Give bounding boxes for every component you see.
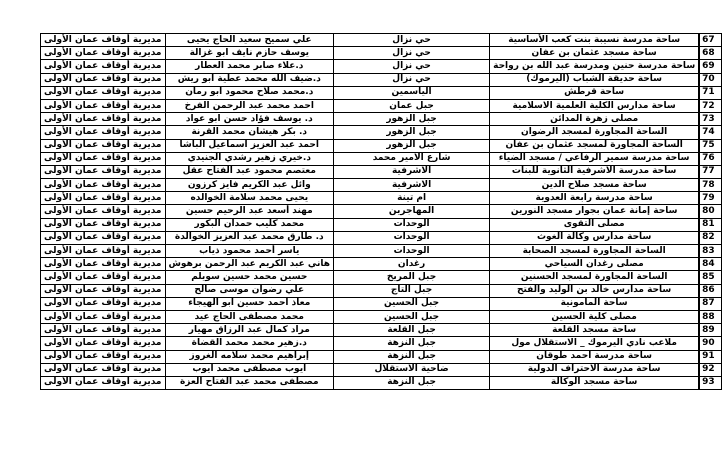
table-row (41, 297, 722, 310)
row-number-cell: 74 (699, 126, 721, 139)
directorate-cell: مديرية أوقاف عمان الأولى (41, 337, 166, 350)
row-number-cell: 72 (699, 99, 721, 112)
table-row (41, 376, 722, 389)
directorate-cell: مديرية أوقاف عمان الأولى (41, 139, 166, 152)
directorate-cell: مديرية أوقاف عمان الأولى (41, 126, 166, 139)
directorate-cell: مديرية أوقاف عمان الأولى (41, 99, 166, 112)
imam-name-cell: معاذ احمد حسين ابو الهيجاء (165, 297, 334, 310)
row-number-cell: 76 (699, 152, 721, 165)
imam-name-cell: علي سميح سعيد الحاج يحيى (165, 34, 334, 47)
site-cell: ساحة مسجد القلعة (490, 324, 700, 337)
directorate-cell: مديرية أوقاف عمان الأولى (41, 324, 166, 337)
site-cell: ساحة مدرسة نسيبة بنت كعب الأساسية (490, 34, 700, 47)
table-row (41, 192, 722, 205)
table-row (41, 152, 722, 165)
directorate-cell: مديرية أوقاف عمان الأولى (41, 350, 166, 363)
row-number-cell: 69 (699, 60, 721, 73)
directorate-cell: مديرية أوقاف عمان الأولى (41, 376, 166, 389)
area-cell: ام تينة (334, 192, 490, 205)
imam-name-cell: وائل عبد الكريم فايز كرزون (165, 179, 334, 192)
table-row (41, 271, 722, 284)
area-cell: جبل الزهور (334, 139, 490, 152)
imam-name-cell: يحيى محمد سلامة الخوالده (165, 192, 334, 205)
row-number-cell: 79 (699, 192, 721, 205)
table-row (41, 324, 722, 337)
table-row (41, 231, 722, 244)
table-row (41, 310, 722, 323)
site-cell: ساحة مدرسة الاشرفية الثانوية للبنات (490, 165, 700, 178)
site-cell: ساحة مدرسة الاحتراف الدولية (490, 363, 700, 376)
area-cell: جبل النزهة (334, 337, 490, 350)
area-cell: الوحدات (334, 231, 490, 244)
table-row (41, 47, 722, 60)
table-row (41, 126, 722, 139)
area-cell: حي نزال (334, 47, 490, 60)
table-row (41, 165, 722, 178)
site-cell: مصلى زهرة المدائن (490, 113, 700, 126)
row-number-cell: 71 (699, 86, 721, 99)
row-number-cell: 75 (699, 139, 721, 152)
area-cell: الاشرفية (334, 165, 490, 178)
row-number-cell: 87 (699, 297, 721, 310)
site-cell: الساحة المجاورة لمسجد الصحابة (490, 245, 700, 258)
imam-name-cell: محمد كليب حمدان البكور (165, 218, 334, 231)
directorate-cell: مديرية أوقاف عمان الأولى (41, 284, 166, 297)
imam-name-cell: احمد محمد عبد الرحمن الفرخ (165, 99, 334, 112)
imam-name-cell: هاني عبد الكريم عبد الرحمن برهوش (165, 258, 334, 271)
site-cell: ساحة مدارس خالد بن الوليد والفتح (490, 284, 700, 297)
directorate-cell: مديرية أوقاف عمان الأولى (41, 73, 166, 86)
directorate-cell: مديرية أوقاف عمان الأولى (41, 271, 166, 284)
imam-name-cell: معتصم محمود عبد الفتاح عقل (165, 165, 334, 178)
row-number-cell: 88 (699, 310, 721, 323)
site-cell: ساحة مدرسة حنين ومدرسة عبد الله بن رواحة (490, 60, 700, 73)
area-cell: جبل الحسين (334, 297, 490, 310)
table-row (41, 245, 722, 258)
imam-name-cell: د.زهير محمد محمد القضاة (165, 337, 334, 350)
table-row (41, 34, 722, 47)
imam-name-cell: د.ضيف الله محمد عطية ابو ريش (165, 73, 334, 86)
directorate-cell: مديرية أوقاف عمان الأولى (41, 60, 166, 73)
imam-name-cell: مصطفى محمد عبد الفتاح العزة (165, 376, 334, 389)
imam-name-cell: علي رضوان موسى صالح (165, 284, 334, 297)
area-cell: جبل النزهة (334, 376, 490, 389)
site-cell: الساحة المجاورة لمسجد عثمان بن عفان (490, 139, 700, 152)
row-number-cell: 82 (699, 231, 721, 244)
imam-name-cell: مراد كمال عبد الرزاق مهيار (165, 324, 334, 337)
site-cell: الساحة المجاورة لمسجد الحسنين (490, 271, 700, 284)
site-cell: ساحة إمانة عمان بجوار مسجد النورين (490, 205, 700, 218)
directorate-cell: مديرية أوقاف عمان الأولى (41, 218, 166, 231)
table-row (41, 86, 722, 99)
row-number-cell: 85 (699, 271, 721, 284)
table-row (41, 73, 722, 86)
directorate-cell: مديرية أوقاف عمان الأولى (41, 113, 166, 126)
site-cell: الساحة المجاورة لمسجد الرضوان (490, 126, 700, 139)
area-cell: الياسمين (334, 86, 490, 99)
site-cell: ساحة مسجد عثمان بن عفان (490, 47, 700, 60)
document-sheet (40, 33, 722, 390)
row-number-cell: 90 (699, 337, 721, 350)
site-cell: مصلى التقوى (490, 218, 700, 231)
directorate-cell: مديرية أوقاف عمان الأولى (41, 34, 166, 47)
row-number-cell: 80 (699, 205, 721, 218)
imam-name-cell: يوسف حازم نايف ابو غزالة (165, 47, 334, 60)
row-number-cell: 81 (699, 218, 721, 231)
row-number-cell: 92 (699, 363, 721, 376)
imam-name-cell: ياسر أحمد محمود ذياب (165, 245, 334, 258)
site-cell: ساحة مدارس الكلية العلمية الاسلامية (490, 99, 700, 112)
imam-name-cell: د. بكر هيشان محمد القرنة (165, 126, 334, 139)
directorate-cell: مديرية أوقاف عمان الأولى (41, 297, 166, 310)
site-cell: ساحة مدرسة سمير الرفاعي / مسجد الضياء (490, 152, 700, 165)
area-cell: جبل عمان (334, 99, 490, 112)
directorate-cell: مديرية أوقاف عمان الأولى (41, 231, 166, 244)
site-cell: ساحة مدرسة رابعة العدوية (490, 192, 700, 205)
imam-name-cell: د.خيري زهير رشدي الجنيدي (165, 152, 334, 165)
imam-name-cell: إبراهيم محمد سلامه الغروز (165, 350, 334, 363)
site-cell: ساحة مدرسة احمد طوقان (490, 350, 700, 363)
site-cell: ساحة مسجد الوكالة (490, 376, 700, 389)
table-row (41, 205, 722, 218)
imam-name-cell: د.محمد صلاح محمود ابو رمان (165, 86, 334, 99)
table-row (41, 284, 722, 297)
site-cell: مصلى رغدان السياحي (490, 258, 700, 271)
directorate-cell: مديرية أوقاف عمان الأولى (41, 245, 166, 258)
area-cell: رغدان (334, 258, 490, 271)
row-number-cell: 67 (699, 34, 721, 47)
row-number-cell: 77 (699, 165, 721, 178)
row-number-cell: 70 (699, 73, 721, 86)
table-row (41, 337, 722, 350)
row-number-cell: 84 (699, 258, 721, 271)
site-cell: ساحة المامونية (490, 297, 700, 310)
table-row (41, 60, 722, 73)
directorate-cell: مديرية أوقاف عمان الأولى (41, 310, 166, 323)
row-number-cell: 68 (699, 47, 721, 60)
directorate-cell: مديرية أوقاف عمان الأولى (41, 86, 166, 99)
imam-name-cell: احمد عبد العزيز اسماعيل الباشا (165, 139, 334, 152)
area-cell: جبل الزهور (334, 113, 490, 126)
site-cell: ساحة قرطش (490, 86, 700, 99)
site-cell: ساحة مدارس وكالة الغوث (490, 231, 700, 244)
table-row (41, 139, 722, 152)
site-cell: ملاعب نادي اليرموك _ الاستقلال مول (490, 337, 700, 350)
imam-name-cell: محمد مصطفى الحاج عيد (165, 310, 334, 323)
row-number-cell: 73 (699, 113, 721, 126)
row-number-cell: 89 (699, 324, 721, 337)
directorate-cell: مديرية أوقاف عمان الأولى (41, 179, 166, 192)
area-cell: الوحدات (334, 218, 490, 231)
imam-name-cell: حسين محمد حسين سويلم (165, 271, 334, 284)
table-row (41, 258, 722, 271)
prayer-sites-table (40, 33, 722, 390)
area-cell: حي نزال (334, 60, 490, 73)
area-cell: شارع الامير محمد (334, 152, 490, 165)
directorate-cell: مديرية أوقاف عمان الأولى (41, 258, 166, 271)
row-number-cell: 83 (699, 245, 721, 258)
area-cell: الوحدات (334, 245, 490, 258)
site-cell: ساحة مسجد صلاح الدين (490, 179, 700, 192)
area-cell: ضاحية الاستقلال (334, 363, 490, 376)
imam-name-cell: د. يوسف فؤاد حسن ابو عواد (165, 113, 334, 126)
row-number-cell: 93 (699, 376, 721, 389)
imam-name-cell: د.علاء صابر محمد العطار (165, 60, 334, 73)
table-row (41, 113, 722, 126)
table-body (41, 34, 722, 390)
directorate-cell: مديرية أوقاف عمان الأولى (41, 165, 166, 178)
table-row (41, 218, 722, 231)
imam-name-cell: د. طارق محمد عبد العزيز الخوالدة (165, 231, 334, 244)
area-cell: جبل الزهور (334, 126, 490, 139)
row-number-cell: 78 (699, 179, 721, 192)
directorate-cell: مديرية أوقاف عمان الأولى (41, 152, 166, 165)
imam-name-cell: ايوب مصطفى محمد ايوب (165, 363, 334, 376)
table-row (41, 179, 722, 192)
area-cell: جبل القلعة (334, 324, 490, 337)
imam-name-cell: مهند أسعد عبد الرحيم حسين (165, 205, 334, 218)
area-cell: جبل الحسين (334, 310, 490, 323)
area-cell: جبل المريخ (334, 271, 490, 284)
area-cell: الاشرفية (334, 179, 490, 192)
table-row (41, 99, 722, 112)
area-cell: جبل النزهة (334, 350, 490, 363)
directorate-cell: مديرية أوقاف عمان الأولى (41, 363, 166, 376)
row-number-cell: 91 (699, 350, 721, 363)
area-cell: جبل التاج (334, 284, 490, 297)
directorate-cell: مديرية أوقاف عمان الأولى (41, 205, 166, 218)
table-row (41, 350, 722, 363)
table-row (41, 363, 722, 376)
area-cell: المهاجرين (334, 205, 490, 218)
directorate-cell: مديرية أوقاف عمان الأولى (41, 192, 166, 205)
row-number-cell: 86 (699, 284, 721, 297)
area-cell: حي نزال (334, 34, 490, 47)
site-cell: مصلى كلية الحسين (490, 310, 700, 323)
area-cell: حي نزال (334, 73, 490, 86)
directorate-cell: مديرية أوقاف عمان الأولى (41, 47, 166, 60)
site-cell: ساحة حديقة الشباب (اليرموك) (490, 73, 700, 86)
